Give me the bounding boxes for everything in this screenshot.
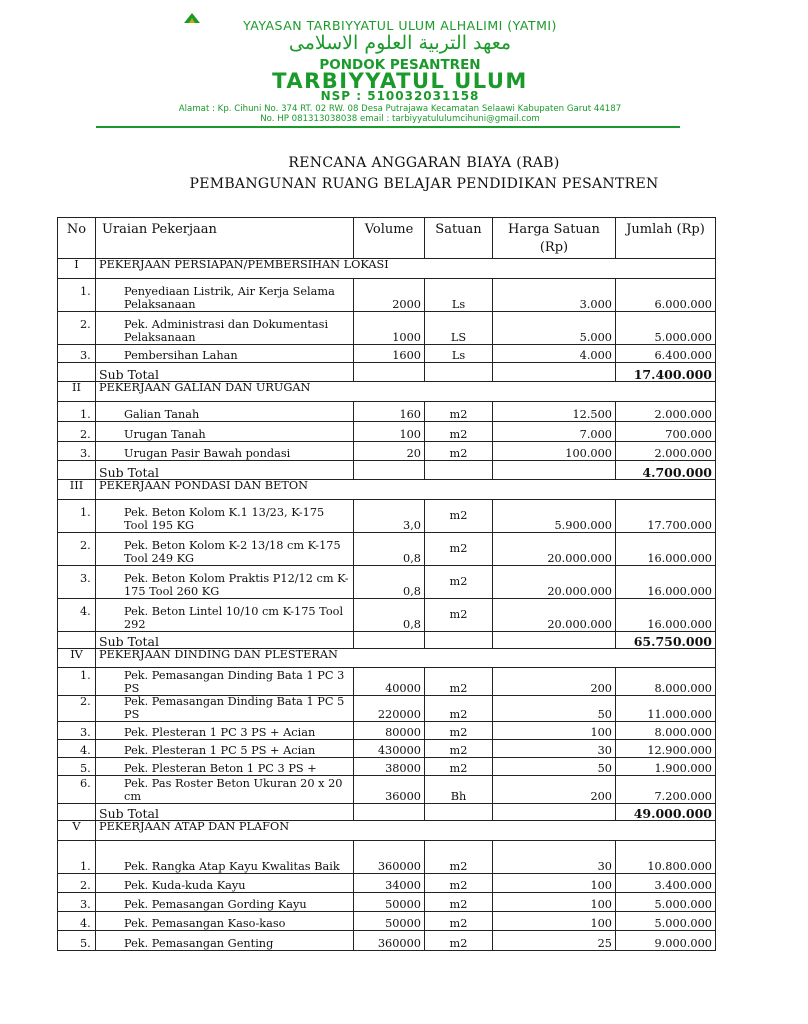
col-header-volume: Volume (354, 218, 425, 259)
item-description (80, 668, 354, 696)
item-description (80, 758, 354, 776)
item-unit-price: 100 (493, 722, 616, 740)
item-unit-price: 25 (493, 931, 616, 951)
item-total: 16.000.000 (616, 533, 716, 566)
item-unit-price: 20.000.000 (493, 599, 616, 632)
subtotal-volume-cell (354, 461, 425, 480)
item-text (80, 669, 350, 695)
item-unit: m2 (425, 874, 493, 893)
item-description (80, 695, 354, 722)
item-volume: 430000 (354, 740, 425, 758)
table-row (58, 422, 716, 442)
col-header-harga: Harga Satuan (Rp) (493, 218, 616, 259)
item-desc-text: Urugan Tanah (124, 427, 206, 441)
section-title: PEKERJAAN GALIAN DAN URUGAN (96, 382, 716, 402)
item-unit: m2 (425, 722, 493, 740)
subtotal-unit-cell (425, 461, 493, 480)
item-total: 5.000.000 (616, 912, 716, 931)
table-row (58, 402, 716, 422)
item-unit: m2 (425, 696, 493, 722)
subtotal-label: Sub Total (96, 804, 354, 821)
item-index: 1. (80, 285, 91, 298)
subtotal-price-cell (493, 363, 616, 382)
item-desc-text: Pek. Pemasangan Kaso-kaso (124, 916, 286, 930)
table-row (58, 696, 716, 722)
item-unit-price: 3.000 (493, 279, 616, 312)
nsp-number: NSP : 510032031158 (320, 89, 480, 103)
item-text (80, 859, 350, 874)
item-index: 3. (80, 572, 91, 585)
item-volume: 1000 (354, 312, 425, 345)
item-index: 3. (80, 725, 91, 739)
item-text (80, 743, 350, 758)
item-text (80, 572, 350, 598)
item-unit: m2 (425, 841, 493, 874)
item-volume: 50000 (354, 912, 425, 931)
document-subtitle: PEMBANGUNAN RUANG BELAJAR PENDIDIKAN PESANTREN (189, 176, 659, 192)
item-description (80, 740, 354, 758)
item-description (80, 599, 354, 632)
item-unit-price: 5.000 (493, 312, 616, 345)
foundation-name: YAYASAN TARBIYYATUL ULUM ALHALIMI (YATMI) (243, 18, 557, 33)
section-title: PEKERJAAN PERSIAPAN/PEMBERSIHAN LOKASI (96, 259, 716, 279)
item-unit: m2 (425, 668, 493, 696)
item-desc-text: Pek. Pemasangan Dinding Bata 1 PC 5 PS (124, 695, 345, 721)
item-index: 6. (80, 777, 91, 790)
section-title: PEKERJAAN DINDING DAN PLESTERAN (96, 649, 716, 668)
item-desc-text: Pek. Plesteran 1 PC 3 PS + Acian (124, 725, 316, 739)
item-index: 5. (80, 936, 91, 950)
item-volume: 80000 (354, 722, 425, 740)
table-row (58, 740, 716, 758)
item-volume: 0,8 (354, 599, 425, 632)
table-row (58, 776, 716, 804)
item-text (80, 916, 350, 931)
table-row (58, 931, 716, 951)
col-header-jumlah: Jumlah (Rp) (616, 218, 716, 259)
subtotal-unit-cell (425, 363, 493, 382)
item-desc-text: Pek. Administrasi dan Dokumentasi Pelaksanaan (124, 318, 329, 344)
budget-table (57, 217, 716, 951)
table-row (58, 874, 716, 893)
item-text (80, 605, 350, 631)
item-text (80, 446, 350, 461)
header-divider (96, 126, 680, 128)
item-desc-text: Galian Tanah (124, 407, 200, 421)
item-desc-text: Pembersihan Lahan (124, 348, 238, 362)
item-unit: Ls (425, 345, 493, 363)
item-total: 700.000 (616, 422, 716, 442)
section-row (58, 649, 716, 668)
item-unit: m2 (425, 740, 493, 758)
item-index: 3. (80, 446, 91, 460)
section-row (58, 259, 716, 279)
item-volume: 20 (354, 442, 425, 461)
table-row (58, 345, 716, 363)
item-text (80, 761, 350, 776)
item-unit: m2 (425, 566, 493, 599)
subtotal-price-cell (493, 461, 616, 480)
item-unit: m2 (425, 893, 493, 912)
item-total: 8.000.000 (616, 722, 716, 740)
document-title: RENCANA ANGGARAN BIAYA (RAB) (288, 155, 560, 171)
item-desc-text: Pek. Pemasangan Genting (124, 936, 274, 950)
subtotal-no-cell (58, 804, 96, 821)
subtotal-value: 65.750.000 (616, 632, 716, 649)
item-index: 1. (80, 407, 91, 421)
subtotal-row (58, 804, 716, 821)
item-index: 2. (80, 695, 91, 708)
item-total: 5.000.000 (616, 312, 716, 345)
subtotal-volume-cell (354, 804, 425, 821)
item-index: 4. (80, 916, 91, 930)
item-description (80, 776, 354, 804)
item-unit: Bh (425, 776, 493, 804)
table-row (58, 758, 716, 776)
item-desc-text: Urugan Pasir Bawah pondasi (124, 446, 291, 460)
school-name: TARBIYYATUL ULUM (272, 69, 528, 93)
subtotal-volume-cell (354, 632, 425, 649)
item-volume: 0,8 (354, 566, 425, 599)
item-index: 1. (80, 669, 91, 682)
item-total: 7.200.000 (616, 776, 716, 804)
item-desc-text: Pek. Beton Lintel 10/10 cm K-175 Tool 292 (124, 605, 344, 631)
item-volume: 1600 (354, 345, 425, 363)
section-number: I (58, 259, 96, 279)
item-description (80, 442, 354, 461)
item-volume: 220000 (354, 696, 425, 722)
item-index: 4. (80, 605, 91, 618)
item-unit: LS (425, 312, 493, 345)
item-unit-price: 4.000 (493, 345, 616, 363)
item-unit-price: 200 (493, 668, 616, 696)
section-number: V (58, 821, 96, 841)
item-text (80, 777, 350, 803)
item-unit-price: 30 (493, 841, 616, 874)
subtotal-price-cell (493, 804, 616, 821)
item-unit-price: 7.000 (493, 422, 616, 442)
item-index: 4. (80, 743, 91, 757)
item-volume: 3,0 (354, 500, 425, 533)
item-unit-price: 100 (493, 874, 616, 893)
item-index: 2. (80, 539, 91, 552)
subtotal-value: 17.400.000 (616, 363, 716, 382)
item-description (80, 874, 354, 893)
table-header-row (58, 218, 716, 259)
subtotal-no-cell (58, 363, 96, 382)
item-description (80, 533, 354, 566)
item-unit-price: 30 (493, 740, 616, 758)
item-unit-price: 12.500 (493, 402, 616, 422)
table-row (58, 599, 716, 632)
item-text (80, 539, 350, 565)
item-unit-price: 100 (493, 912, 616, 931)
subtotal-label: Sub Total (96, 632, 354, 649)
table-row (58, 841, 716, 874)
item-description (80, 893, 354, 912)
item-total: 5.000.000 (616, 893, 716, 912)
item-text (80, 318, 350, 344)
table-row (58, 722, 716, 740)
subtotal-row (58, 632, 716, 649)
table-row (58, 533, 716, 566)
item-desc-text: Pek. Plesteran 1 PC 5 PS + Acian (124, 743, 316, 757)
subtotal-value: 4.700.000 (616, 461, 716, 480)
item-unit: m2 (425, 533, 493, 566)
item-volume: 160 (354, 402, 425, 422)
subtotal-volume-cell (354, 363, 425, 382)
item-desc-text: Pek. Pas Roster Beton Ukuran 20 x 20 cm (124, 777, 343, 803)
item-index: 1. (80, 506, 91, 519)
table-row (58, 312, 716, 345)
item-unit-price: 100.000 (493, 442, 616, 461)
item-total: 11.000.000 (616, 696, 716, 722)
item-volume: 360000 (354, 841, 425, 874)
subtotal-no-cell (58, 632, 96, 649)
item-description (80, 912, 354, 931)
item-unit-price: 20.000.000 (493, 533, 616, 566)
item-unit-price: 20.000.000 (493, 566, 616, 599)
item-unit: m2 (425, 402, 493, 422)
section-number: III (58, 480, 96, 500)
subtotal-unit-cell (425, 804, 493, 821)
item-description (80, 402, 354, 422)
item-total: 17.700.000 (616, 500, 716, 533)
item-total: 2.000.000 (616, 402, 716, 422)
item-unit: m2 (425, 758, 493, 776)
contact-line: No. HP 081313038038 email : tarbiyyatululumcihuni@gmail.com (260, 114, 540, 124)
item-index: 5. (80, 761, 91, 775)
table-row (58, 442, 716, 461)
section-row (58, 480, 716, 500)
school-type: PONDOK PESANTREN (319, 57, 481, 73)
subtotal-value: 49.000.000 (616, 804, 716, 821)
item-index: 2. (80, 318, 91, 331)
item-text (80, 897, 350, 912)
item-description (80, 279, 354, 312)
item-index: 3. (80, 348, 91, 362)
table-row (58, 893, 716, 912)
item-index: 2. (80, 878, 91, 892)
item-unit-price: 50 (493, 696, 616, 722)
section-row (58, 821, 716, 841)
item-text (80, 427, 350, 442)
item-description (80, 422, 354, 442)
subtotal-no-cell (58, 461, 96, 480)
item-volume: 40000 (354, 668, 425, 696)
table-row (58, 279, 716, 312)
section-row (58, 382, 716, 402)
subtotal-label: Sub Total (96, 363, 354, 382)
section-title: PEKERJAAN ATAP DAN PLAFON (96, 821, 716, 841)
item-desc-text: Pek. Beton Kolom K-2 13/18 cm K-175 Tool 249 KG (124, 539, 341, 565)
section-title: PEKERJAAN PONDASI DAN BETON (96, 480, 716, 500)
item-total: 6.400.000 (616, 345, 716, 363)
item-text (80, 285, 350, 311)
subtotal-price-cell (493, 632, 616, 649)
item-unit: m2 (425, 912, 493, 931)
item-total: 16.000.000 (616, 599, 716, 632)
item-volume: 100 (354, 422, 425, 442)
item-description (80, 345, 354, 363)
item-unit: Ls (425, 279, 493, 312)
item-unit-price: 200 (493, 776, 616, 804)
section-number: IV (58, 649, 96, 668)
item-text (80, 725, 350, 740)
col-header-uraian: Uraian Pekerjaan (96, 218, 354, 259)
item-index: 3. (80, 897, 91, 911)
item-text (80, 878, 350, 893)
item-total: 8.000.000 (616, 668, 716, 696)
item-text (80, 348, 350, 363)
item-index: 2. (80, 427, 91, 441)
item-desc-text: Pek. Beton Kolom Praktis P12/12 cm K-175 Tool 260 KG (124, 572, 349, 598)
item-desc-text: Pek. Plesteran Beton 1 PC 3 PS + (124, 761, 317, 775)
item-total: 16.000.000 (616, 566, 716, 599)
item-description (80, 722, 354, 740)
item-text (80, 695, 350, 721)
table-row (58, 566, 716, 599)
item-total: 1.900.000 (616, 758, 716, 776)
arabic-name: معهد التربية العلوم الاسلامى (288, 32, 512, 54)
col-header-no: No (58, 218, 96, 259)
section-number: II (58, 382, 96, 402)
item-desc-text: Pek. Pemasangan Dinding Bata 1 PC 3 PS (124, 669, 345, 695)
item-desc-text: Pek. Kuda-kuda Kayu (124, 878, 246, 892)
item-desc-text: Pek. Pemasangan Gording Kayu (124, 897, 307, 911)
item-total: 2.000.000 (616, 442, 716, 461)
item-description (80, 566, 354, 599)
item-volume: 360000 (354, 931, 425, 951)
item-total: 6.000.000 (616, 279, 716, 312)
item-description (80, 841, 354, 874)
item-total: 3.400.000 (616, 874, 716, 893)
subtotal-label: Sub Total (96, 461, 354, 480)
table-row (58, 500, 716, 533)
address-line: Alamat : Kp. Cihuni No. 374 RT. 02 RW. 08 Desa Putrajawa Kecamatan Selaawi Kabupaten Garut 44187 (178, 104, 622, 114)
item-index: 1. (80, 859, 91, 873)
item-description (80, 312, 354, 345)
item-unit-price: 50 (493, 758, 616, 776)
table-row (58, 912, 716, 931)
item-description (80, 500, 354, 533)
table-row (58, 668, 716, 696)
subtotal-unit-cell (425, 632, 493, 649)
subtotal-row (58, 461, 716, 480)
item-unit: m2 (425, 442, 493, 461)
item-desc-text: Pek. Rangka Atap Kayu Kwalitas Baik (124, 859, 340, 873)
item-total: 12.900.000 (616, 740, 716, 758)
col-header-satuan: Satuan (425, 218, 493, 259)
item-unit-price: 100 (493, 893, 616, 912)
item-total: 9.000.000 (616, 931, 716, 951)
item-volume: 38000 (354, 758, 425, 776)
item-volume: 2000 (354, 279, 425, 312)
item-volume: 50000 (354, 893, 425, 912)
item-volume: 34000 (354, 874, 425, 893)
item-volume: 36000 (354, 776, 425, 804)
item-text (80, 506, 350, 532)
item-total: 10.800.000 (616, 841, 716, 874)
item-description (80, 931, 354, 951)
item-text (80, 936, 350, 951)
item-unit: m2 (425, 500, 493, 533)
item-desc-text: Pek. Beton Kolom K.1 13/23, K-175 Tool 195 KG (124, 506, 325, 532)
item-desc-text: Penyediaan Listrik, Air Kerja Selama Pelaksanaan (124, 285, 335, 311)
item-unit-price: 5.900.000 (493, 500, 616, 533)
item-unit: m2 (425, 422, 493, 442)
subtotal-row (58, 363, 716, 382)
item-unit: m2 (425, 599, 493, 632)
item-text (80, 407, 350, 422)
item-volume: 0,8 (354, 533, 425, 566)
item-unit: m2 (425, 931, 493, 951)
